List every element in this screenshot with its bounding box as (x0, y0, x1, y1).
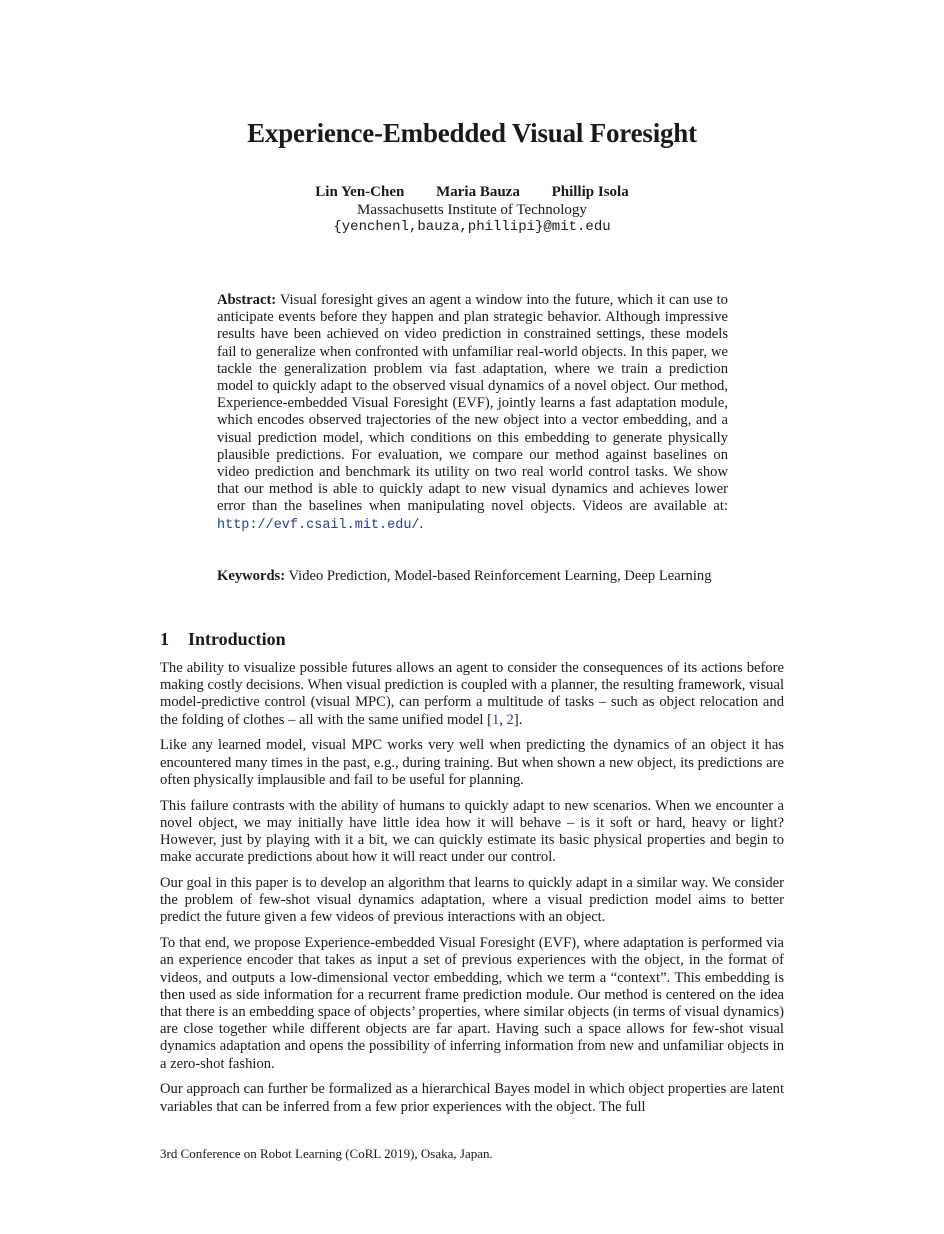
abstract-label: Abstract: (217, 292, 277, 308)
paragraph: The ability to visualize possible futures allows an agent to consider the consequences of its actions before making costly decisions. When visual prediction is coupled with a planner, the resulting framework, visual model-predictive control (visual MPC), can perform a multitude of tasks – such as object relocation and the folding of clothes – all with the same unified model [1, 2]. (160, 660, 784, 728)
paragraph: Our approach can further be formalized as a hierarchical Bayes model in which object properties are latent variables that can be inferred from a few prior experiences with the object. The full (160, 1081, 784, 1115)
paper-title: Experience-Embedded Visual Foresight (247, 118, 697, 148)
abstract-text: Visual foresight gives an agent a window into the future, which it can use to anticipate events before they happen and plan strategic behavior. Although impressive results have been achieved on video prediction in constrained settings, these models fail to generalize when confronted with unfamiliar real-world objects. In this paper, we tackle the generalization problem via fast adaptation, where we train a prediction model to quickly adapt to the observed visual dynamics of a novel object. Our method, Experience-embedded Visual Foresight (EVF), jointly learns a fast adaptation module, which encodes observed trajectories of the new object into a vector embedding, and a visual prediction model, which conditions on this embedding to generate physically plausible predictions. For evaluation, we compare our method against baselines on video prediction and benchmark its utility on two real world control tasks. We show that our method is able to quickly adapt to new visual dynamics and achieves lower error than the baselines when manipulating novel objects. Videos are available at: (217, 292, 728, 515)
citation-link[interactable]: 1 (491, 711, 500, 728)
abstract-end: . (419, 515, 424, 532)
paragraph: Our goal in this paper is to develop an algorithm that learns to quickly adapt in a similar way. We consider the problem of few-shot visual dynamics adaptation, where a visual prediction model aims to better predict the future given a few videos of previous interactions with an object. (160, 875, 784, 926)
affiliation: Massachusetts Institute of Technology (357, 202, 587, 218)
author-name: Lin Yen-Chen (315, 184, 405, 200)
citation-link[interactable]: 2 (506, 711, 514, 728)
author-emails: {yenchenl,bauza,phillipi}@mit.edu (333, 219, 611, 235)
author-list (0, 184, 944, 201)
project-url-link[interactable]: http://evf.csail.mit.edu/ (217, 517, 420, 533)
section-title: Introduction (188, 629, 286, 649)
abstract (217, 292, 728, 534)
keywords-text: Video Prediction, Model-based Reinforcement Learning, Deep Learning (288, 568, 712, 584)
section-heading (160, 629, 286, 650)
author-name: Phillip Isola (551, 184, 629, 200)
paragraph: To that end, we propose Experience-embedded Visual Foresight (EVF), where adaptation is performed via an experience encoder that takes as input a set of previous experiences with the object, in the format of videos, and outputs a low-dimensional vector embedding, which we term a “context”. This embedding is then used as side information for a recurrent frame prediction module. Our method is centered on the idea that there is an embedding space of objects’ properties, where similar objects (in terms of visual dynamics) are close together while different objects are far apart. Having such a space allows for few-shot visual dynamics adaptation and opens the possibility of inferring information from new and unfamiliar objects in a zero-shot fashion. (160, 935, 784, 1072)
keywords (217, 568, 728, 585)
keywords-label: Keywords: (217, 568, 286, 584)
author-name: Maria Bauza (436, 184, 520, 200)
paragraph: Like any learned model, visual MPC works very well when predicting the dynamics of an object it has encountered many times in the past, e.g., during training. But when shown a new object, its predictions are often physically implausible and fail to be useful for planning. (160, 737, 784, 788)
conference-footnote: 3rd Conference on Robot Learning (CoRL 2019), Osaka, Japan. (160, 1146, 493, 1161)
paragraph: This failure contrasts with the ability of humans to quickly adapt to new scenarios. When we encounter a novel object, we may initially have little idea how it will behave – is it soft or hard, heavy or light? However, just by playing with it a bit, we can quickly estimate its basic physical properties and begin to make accurate predictions about how it will react under our control. (160, 797, 784, 866)
introduction-body (160, 660, 784, 1124)
section-number: 1 (160, 629, 169, 649)
